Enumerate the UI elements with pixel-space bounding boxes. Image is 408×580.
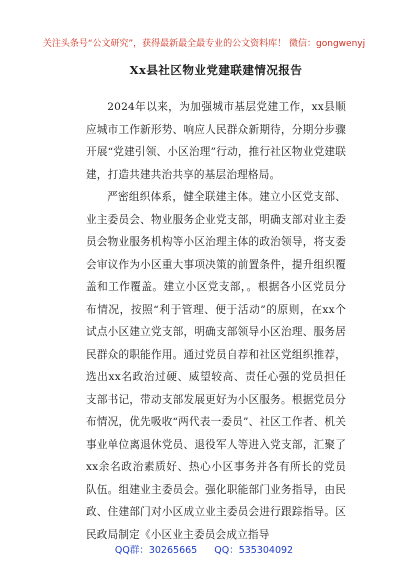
footer-qq: QQ：535304092: [214, 545, 294, 556]
paragraph-intro: 2024年以来，为加强城市基层党建工作，xx县顺应城市工作新形势、响应人民群众新期待，分期分步骤开展“党建引领、小区治理”行动，推行社区物业党建联建，打造共建共治共享的基层治理格局。: [86, 101, 346, 181]
footer-contact: [0, 542, 408, 556]
document-title: Xx县社区物业党建联建情况报告: [129, 63, 303, 77]
footer-qq-group: QQ群：30265665: [114, 545, 198, 556]
header-note: 关注头条号“公文研究”，获得最新最全最专业的公文资料库！ 微信：gongwenyj: [42, 39, 366, 49]
document-body: [86, 62, 346, 546]
paragraph-organization: 严密组织体系，健全联建主体。建立小区党支部、业主委员会、物业服务企业党支部，明确支部对业主委员会物业服务机构等小区治理主体的政治领导，将支委会审议作为小区重大事项决策的前置条件，提升组织覆盖和工作覆盖。建立小区党支部，。根据各小区党员分布情况，按照“利于管理、便于活动”的原则，在xx个试点小区建立党支部，明确支部领导小区治理、服务居民群众的职能作用。通过党员自荐和社区党组织推荐，选出xx名政治过硬、威望较高、责任心强的党员担任支部书记，带动支部发展更好为小区服务。根据党员分布情况，优先吸收“两代表一委员”、社区工作者、机关事业单位离退休党员、退役军人等进入党支部，汇聚了xx余名政治素质好、热心小区事务并各有所长的党员队伍。组建业主委员会。强化职能部门业务指导，由民政、住建部门对小区成立业主委员会进行跟踪指导。区民政局制定《小区业主委员会成立指导: [86, 191, 346, 541]
